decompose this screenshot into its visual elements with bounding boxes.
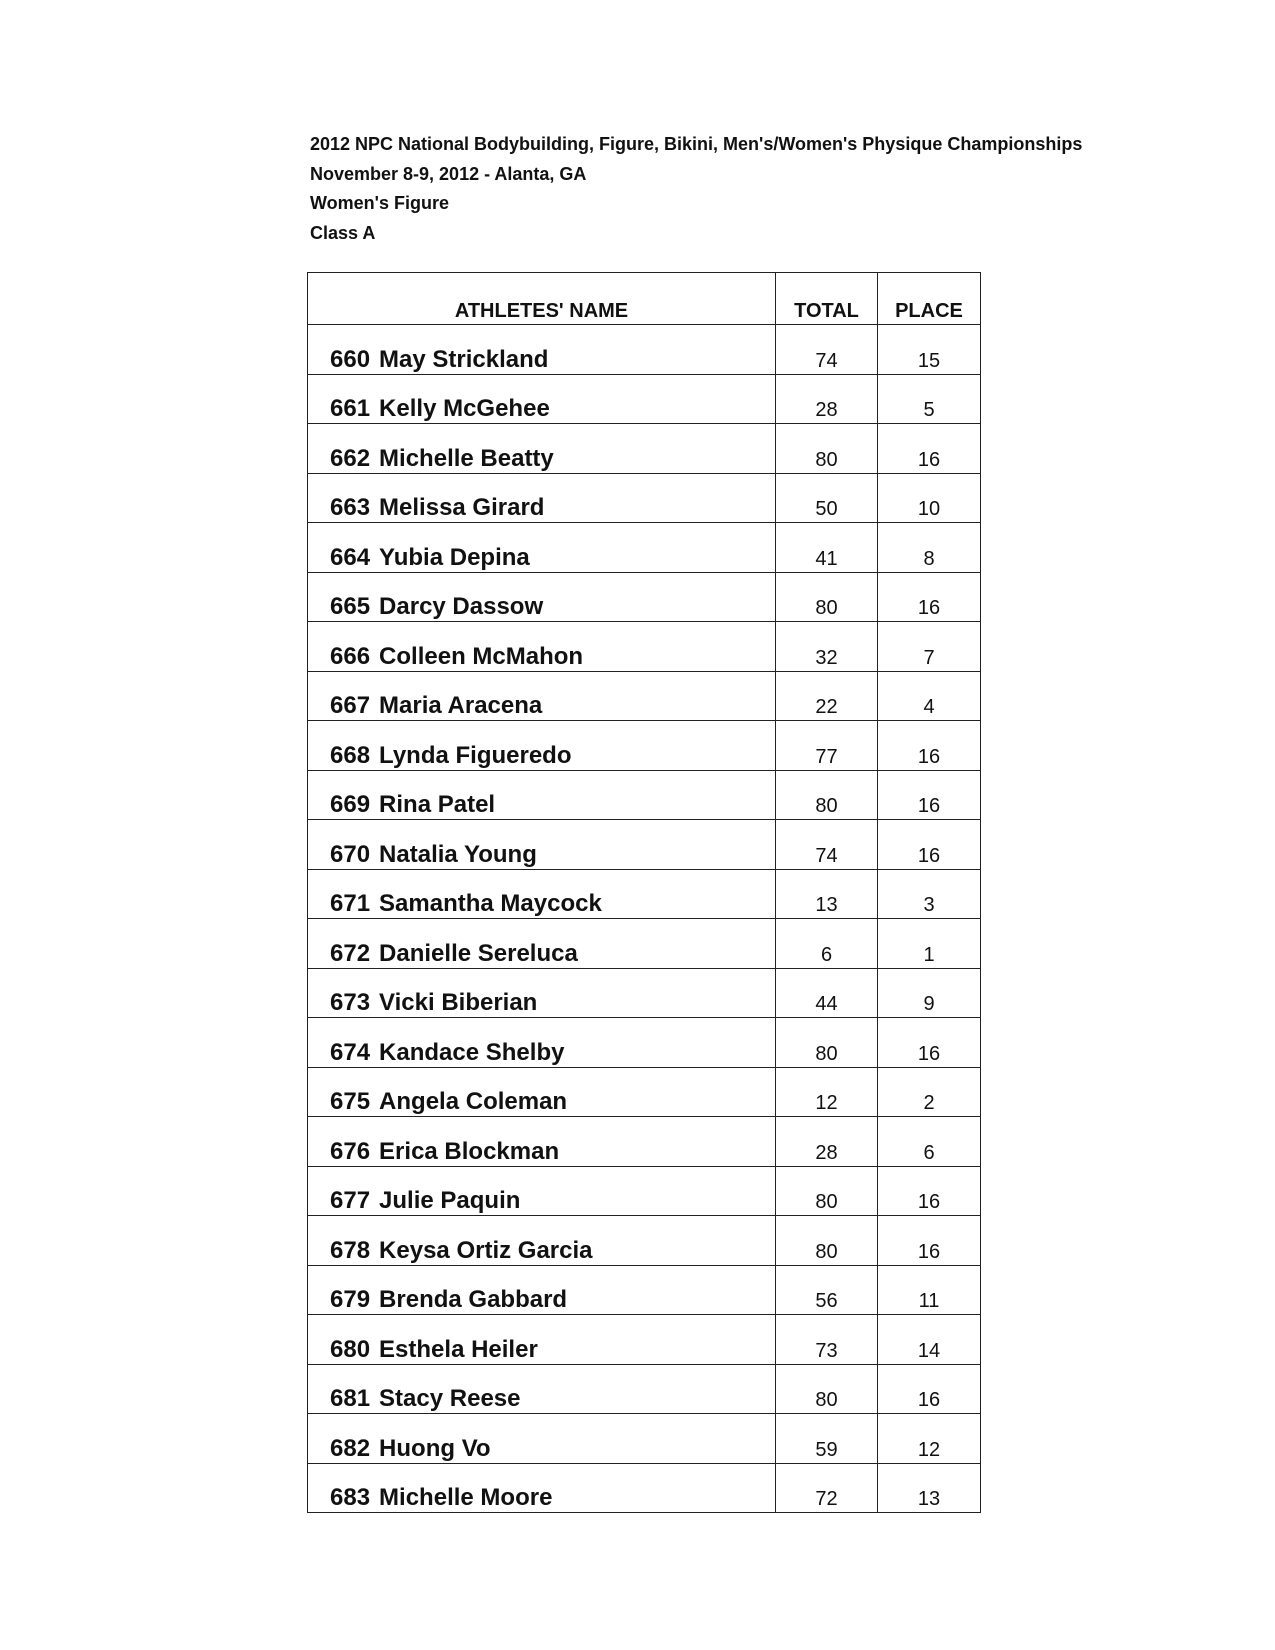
total-score: 12: [776, 1067, 878, 1117]
total-score: 22: [776, 671, 878, 721]
table-row: [308, 968, 981, 1018]
athlete-name: Melissa Girard: [379, 494, 545, 521]
event-date-location: November 8-9, 2012 - Alanta, GA: [310, 163, 587, 184]
table-row: [308, 374, 981, 424]
table-row: [308, 1018, 981, 1068]
athlete-cell: [308, 820, 776, 870]
placing: 16: [878, 770, 981, 820]
class-name: Class A: [310, 222, 376, 243]
placing: 5: [878, 374, 981, 424]
athlete-bib-number: 680: [330, 1335, 371, 1363]
athlete-bib-number: 671: [330, 890, 371, 917]
athlete-cell: [308, 325, 776, 375]
athlete-bib-number: 676: [330, 1137, 371, 1165]
athlete-bib-number: 682: [330, 1434, 371, 1462]
placing: 16: [878, 1166, 981, 1216]
column-header-place: PLACE: [878, 273, 981, 325]
table-row: [308, 1117, 981, 1167]
placing: 2: [878, 1067, 981, 1117]
athlete-name: Maria Aracena: [379, 692, 543, 719]
column-header-name: ATHLETES' NAME: [308, 273, 776, 325]
total-score: 80: [776, 770, 878, 820]
placing: 1: [878, 919, 981, 969]
placing: 9: [878, 968, 981, 1018]
total-score: 74: [776, 820, 878, 870]
table-row: [308, 721, 981, 771]
athlete-cell: [308, 523, 776, 573]
athlete-bib-number: 674: [330, 1038, 371, 1066]
table-row: [308, 1265, 981, 1315]
table-header-row: [308, 273, 981, 325]
athlete-name: Yubia Depina: [379, 543, 530, 571]
athlete-cell: [308, 1216, 776, 1266]
athlete-bib-number: 677: [330, 1187, 371, 1214]
total-score: 80: [776, 572, 878, 622]
athlete-cell: [308, 1265, 776, 1315]
athlete-bib-number: 681: [330, 1385, 371, 1412]
athlete-cell: [308, 424, 776, 474]
table-row: [308, 1216, 981, 1266]
athlete-cell: [308, 1414, 776, 1464]
total-score: 50: [776, 473, 878, 523]
table-row: [308, 473, 981, 523]
document-header: [310, 130, 1083, 248]
table-row: [308, 820, 981, 870]
athlete-bib-number: 663: [330, 494, 371, 521]
placing: 15: [878, 325, 981, 375]
athlete-cell: [308, 1364, 776, 1414]
total-score: 56: [776, 1265, 878, 1315]
athlete-name: Darcy Dassow: [379, 593, 544, 620]
placing: 14: [878, 1315, 981, 1365]
athlete-bib-number: 675: [330, 1088, 371, 1115]
athlete-bib-number: 678: [330, 1236, 371, 1264]
athlete-name: Julie Paquin: [379, 1187, 521, 1214]
total-score: 28: [776, 374, 878, 424]
athlete-name: Colleen McMahon: [379, 642, 584, 670]
athlete-name: Samantha Maycock: [379, 890, 602, 917]
table-row: [308, 523, 981, 573]
athlete-name: Stacy Reese: [379, 1385, 521, 1412]
total-score: 77: [776, 721, 878, 771]
total-score: 80: [776, 1166, 878, 1216]
athlete-name: Keysa Ortiz Garcia: [379, 1236, 593, 1264]
athlete-name: Huong Vo: [379, 1434, 491, 1462]
table-row: [308, 671, 981, 721]
athlete-cell: [308, 473, 776, 523]
placing: 16: [878, 1364, 981, 1414]
athlete-cell: [308, 572, 776, 622]
total-score: 74: [776, 325, 878, 375]
total-score: 80: [776, 1364, 878, 1414]
total-score: 13: [776, 869, 878, 919]
athlete-cell: [308, 374, 776, 424]
athlete-name: Danielle Sereluca: [379, 939, 578, 967]
placing: 11: [878, 1265, 981, 1315]
placing: 3: [878, 869, 981, 919]
athlete-cell: [308, 1018, 776, 1068]
total-score: 73: [776, 1315, 878, 1365]
total-score: 59: [776, 1414, 878, 1464]
athlete-bib-number: 660: [330, 345, 371, 373]
athlete-name: Michelle Moore: [379, 1484, 553, 1511]
athlete-cell: [308, 968, 776, 1018]
table-row: [308, 1463, 981, 1513]
total-score: 80: [776, 1018, 878, 1068]
placing: 13: [878, 1463, 981, 1513]
athlete-cell: [308, 1463, 776, 1513]
table-row: [308, 325, 981, 375]
athlete-bib-number: 666: [330, 642, 371, 670]
table-row: [308, 572, 981, 622]
athlete-bib-number: 664: [330, 543, 371, 571]
placing: 16: [878, 1216, 981, 1266]
athlete-cell: [308, 622, 776, 672]
athlete-cell: [308, 1067, 776, 1117]
table-row: [308, 919, 981, 969]
athlete-name: Esthela Heiler: [379, 1335, 538, 1363]
athlete-name: Lynda Figueredo: [379, 741, 572, 769]
total-score: 80: [776, 424, 878, 474]
athlete-cell: [308, 1315, 776, 1365]
athlete-bib-number: 668: [330, 741, 371, 769]
athlete-bib-number: 661: [330, 395, 371, 422]
results-body: [308, 325, 981, 1513]
athlete-cell: [308, 919, 776, 969]
event-title: 2012 NPC National Bodybuilding, Figure, Bikini, Men's/Women's Physique Championships: [310, 134, 1083, 154]
placing: 16: [878, 572, 981, 622]
athlete-bib-number: 672: [330, 939, 371, 967]
table-row: [308, 622, 981, 672]
placing: 16: [878, 1018, 981, 1068]
athlete-name: Brenda Gabbard: [379, 1286, 568, 1313]
athlete-name: May Strickland: [379, 345, 549, 373]
athlete-cell: [308, 770, 776, 820]
athlete-name: Vicki Biberian: [379, 989, 538, 1016]
athlete-name: Angela Coleman: [379, 1088, 568, 1115]
total-score: 80: [776, 1216, 878, 1266]
athlete-name: Erica Blockman: [379, 1137, 560, 1165]
athlete-bib-number: 683: [330, 1484, 371, 1511]
table-row: [308, 424, 981, 474]
placing: 7: [878, 622, 981, 672]
athlete-cell: [308, 1117, 776, 1167]
placing: 10: [878, 473, 981, 523]
results-table: [307, 272, 981, 1513]
athlete-cell: [308, 721, 776, 771]
total-score: 32: [776, 622, 878, 672]
athlete-name: Rina Patel: [379, 791, 496, 818]
athlete-cell: [308, 671, 776, 721]
athlete-cell: [308, 869, 776, 919]
athlete-bib-number: 662: [330, 444, 371, 472]
placing: 4: [878, 671, 981, 721]
athlete-name: Kelly McGehee: [379, 395, 550, 422]
placing: 6: [878, 1117, 981, 1167]
table-row: [308, 1414, 981, 1464]
placing: 16: [878, 820, 981, 870]
athlete-bib-number: 665: [330, 593, 371, 620]
table-row: [308, 770, 981, 820]
table-row: [308, 869, 981, 919]
athlete-name: Michelle Beatty: [379, 444, 554, 472]
placing: 12: [878, 1414, 981, 1464]
column-header-total: TOTAL: [776, 273, 878, 325]
athlete-cell: [308, 1166, 776, 1216]
athlete-name: Natalia Young: [379, 840, 537, 868]
total-score: 41: [776, 523, 878, 573]
table-row: [308, 1166, 981, 1216]
table-row: [308, 1315, 981, 1365]
athlete-bib-number: 669: [330, 791, 371, 818]
athlete-bib-number: 667: [330, 692, 371, 719]
total-score: 6: [776, 919, 878, 969]
placing: 8: [878, 523, 981, 573]
table-row: [308, 1364, 981, 1414]
athlete-name: Kandace Shelby: [379, 1038, 565, 1066]
total-score: 44: [776, 968, 878, 1018]
athlete-bib-number: 673: [330, 989, 371, 1016]
total-score: 28: [776, 1117, 878, 1167]
division-name: Women's Figure: [310, 193, 449, 213]
table-row: [308, 1067, 981, 1117]
placing: 16: [878, 424, 981, 474]
total-score: 72: [776, 1463, 878, 1513]
placing: 16: [878, 721, 981, 771]
athlete-bib-number: 670: [330, 840, 371, 868]
athlete-bib-number: 679: [330, 1286, 371, 1313]
